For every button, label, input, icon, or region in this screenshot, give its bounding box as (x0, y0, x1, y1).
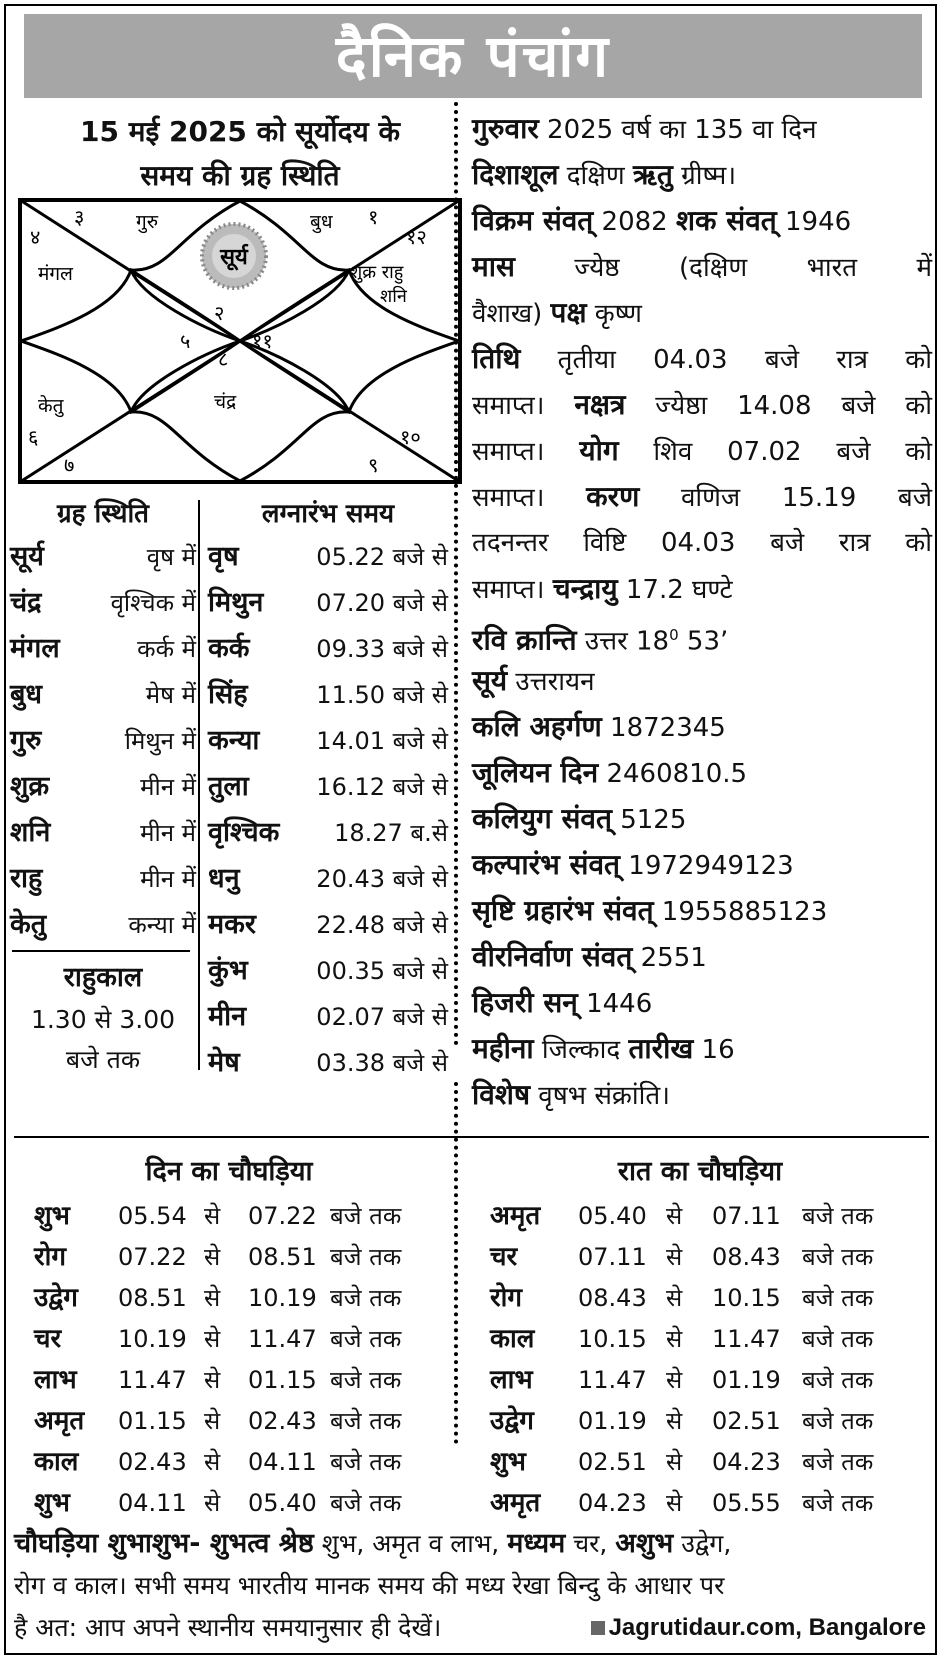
graha-row (10, 810, 196, 856)
choghadiya-row (490, 1442, 910, 1483)
panchang-line-kali-ahargan: कलि अहर्गण 1872345 (472, 710, 726, 743)
choghadiya-se: से (666, 1489, 683, 1517)
planet-budh: बुध (310, 211, 333, 233)
house-num: ११ (252, 329, 273, 353)
choghadiya-name: अमृत (490, 1201, 541, 1231)
choghadiya-se: से (666, 1448, 683, 1476)
lagna-sign: कन्या (208, 725, 260, 756)
choghadiya-row (490, 1196, 910, 1237)
choghadiya-se: से (204, 1325, 221, 1353)
panchang-line-nakshatra: समाप्त। नक्षत्र ज्येष्ठा 14.08 बजे को (472, 388, 932, 421)
house-num: ३ (74, 205, 85, 229)
panchang-line-vishesh: विशेष वृषभ संक्रांति। (472, 1078, 671, 1111)
choghadiya-row (34, 1278, 454, 1319)
choghadiya-tak: बजे तक (802, 1243, 874, 1271)
panchang-line-julian: जूलियन दिन 2460810.5 (472, 756, 748, 789)
choghadiya-name: अमृत (34, 1406, 85, 1436)
lagna-sign: सिंह (208, 679, 248, 710)
graha-row (10, 580, 196, 626)
graha-planet: शुक्र (10, 771, 50, 802)
graha-sign: कन्या में (128, 911, 196, 939)
lagna-row (208, 580, 448, 626)
choghadiya-tak: बजे तक (802, 1407, 874, 1435)
choghadiya-to: 01.19 (712, 1366, 781, 1394)
graha-planet: मंगल (10, 633, 60, 664)
choghadiya-row (34, 1319, 454, 1360)
lagna-row (208, 534, 448, 580)
section-divider (14, 1136, 929, 1138)
choghadiya-to: 08.43 (712, 1243, 781, 1271)
choghadiya-se: से (666, 1325, 683, 1353)
panchang-line-samvat: विक्रम संवत् 2082 शक संवत् 1946 (472, 204, 852, 237)
graha-sign: मीन में (140, 773, 196, 801)
footer-line1: चौघड़िया शुभाशुभ- शुभत्व श्रेष्ठ शुभ, अमृत व लाभ, मध्यम चर, अशुभ उद्वेग, (14, 1528, 732, 1559)
panchang-line-karan: समाप्त। करण वणिज 15.19 बजे (472, 480, 932, 513)
choghadiya-se: से (204, 1202, 221, 1230)
house-num: २ (214, 301, 225, 325)
lagna-time: 07.20 बजे से (316, 589, 448, 617)
lagna-sign: वृश्चिक (208, 817, 280, 848)
graha-sign: वृश्चिक में (110, 589, 196, 617)
choghadiya-tak: बजे तक (802, 1284, 874, 1312)
graha-planet: चंद्र (10, 587, 42, 618)
table-divider (198, 500, 200, 1070)
choghadiya-from: 11.47 (118, 1366, 187, 1394)
choghadiya-row (34, 1483, 454, 1524)
choghadiya-to: 07.11 (712, 1202, 781, 1230)
graha-sign: मेष में (145, 681, 196, 709)
lagna-row (208, 902, 448, 948)
choghadiya-from: 05.40 (578, 1202, 647, 1230)
lagnarambh-header: लग्नारंभ समय (261, 499, 395, 529)
choghadiya-name: लाभ (490, 1365, 533, 1395)
lagna-sign: मकर (208, 909, 256, 940)
house-num: ८ (218, 347, 229, 371)
graha-sign: मीन में (140, 865, 196, 893)
panchang-line-veernirvan: वीरनिर्वाण संवत् 2551 (472, 940, 707, 973)
choghadiya-from: 02.43 (118, 1448, 187, 1476)
lagna-time: 22.48 बजे से (316, 911, 448, 939)
panchang-line-surya: सूर्य उत्तरायन (472, 664, 595, 697)
panchang-line-yog: समाप्त। योग शिव 07.02 बजे को (472, 434, 933, 467)
choghadiya-name: चर (34, 1324, 62, 1354)
choghadiya-from: 10.15 (578, 1325, 647, 1353)
choghadiya-tak: बजे तक (330, 1366, 402, 1394)
house-num: ९ (368, 453, 379, 477)
graha-sign: वृष में (146, 543, 196, 571)
lagna-time: 14.01 बजे से (316, 727, 448, 755)
choghadiya-from: 11.47 (578, 1366, 647, 1394)
choghadiya-row (490, 1278, 910, 1319)
planet-chandra: चंद्र (214, 391, 237, 413)
house-num: ६ (28, 425, 39, 449)
choghadiya-to: 02.43 (248, 1407, 317, 1435)
panchang-line-tadanantar: तदनन्तर विष्टि 04.03 बजे रात्र को (472, 528, 932, 558)
panchang-line-paksha: वैशाख) पक्ष कृष्ण (472, 296, 642, 329)
choghadiya-from: 04.11 (118, 1489, 187, 1517)
choghadiya-se: से (204, 1243, 221, 1271)
lagna-time: 03.38 बजे से (316, 1049, 448, 1077)
lagna-time: 11.50 बजे से (316, 681, 448, 709)
graha-planet: बुध (10, 679, 43, 710)
house-num: ५ (180, 329, 191, 353)
lagna-row (208, 626, 448, 672)
lagna-time: 16.12 बजे से (316, 773, 448, 801)
lagna-time: 09.33 बजे से (316, 635, 448, 663)
choghadiya-to: 10.15 (712, 1284, 781, 1312)
lagna-sign: मेष (208, 1047, 240, 1078)
panchang-line-kaliyug: कलियुग संवत् 5125 (472, 802, 687, 835)
choghadiya-from: 07.11 (578, 1243, 647, 1271)
graha-sign: कर्क में (137, 635, 196, 663)
choghadiya-tak: बजे तक (330, 1284, 402, 1312)
choghadiya-tak: बजे तक (802, 1448, 874, 1476)
square-bullet-icon (591, 1621, 605, 1635)
choghadiya-to: 10.19 (248, 1284, 317, 1312)
graha-row (10, 902, 196, 948)
choghadiya-row (490, 1483, 910, 1524)
graha-row (10, 856, 196, 902)
lagna-sign: तुला (208, 771, 249, 802)
lagna-row (208, 948, 448, 994)
choghadiya-name: शुभ (34, 1201, 70, 1231)
rahukaal-suffix: बजे तक (65, 1045, 141, 1074)
choghadiya-se: से (666, 1366, 683, 1394)
lagna-row (208, 1040, 448, 1086)
choghadiya-tak: बजे तक (802, 1202, 874, 1230)
choghadiya-name: उद्वेग (490, 1406, 534, 1436)
lagna-row (208, 994, 448, 1040)
panchang-line-chandrayu: समाप्त। चन्द्रायु 17.2 घण्टे (472, 572, 733, 605)
house-num: १ (368, 205, 379, 229)
choghadiya-row (490, 1401, 910, 1442)
graha-sign: मिथुन में (124, 727, 196, 755)
graha-row (10, 626, 196, 672)
brand-credit: Jagrutidaur.com, Bangalore (591, 1608, 926, 1648)
night-choghadiya-header: रात का चौघड़िया (617, 1156, 783, 1187)
house-num: ७ (64, 453, 75, 477)
lagna-sign: कुंभ (208, 955, 248, 986)
lagna-row (208, 810, 448, 856)
panchang-line-kalparambh: कल्पारंभ संवत् 1972949123 (472, 848, 794, 881)
panchang-line-weekday: गुरुवार 2025 वर्ष का 135 वा दिन (472, 112, 817, 145)
chart-heading-line1: 15 मई 2025 को सूर्योदय के (80, 115, 400, 148)
choghadiya-name: अमृत (490, 1488, 541, 1518)
graha-row (10, 534, 196, 580)
choghadiya-row (490, 1319, 910, 1360)
graha-planet: सूर्य (10, 541, 44, 572)
page-title: दैनिक पंचांग (24, 14, 922, 98)
choghadiya-to: 08.51 (248, 1243, 317, 1271)
choghadiya-tak: बजे तक (330, 1407, 402, 1435)
panchang-line-hijri: हिजरी सन् 1446 (472, 986, 653, 1019)
house-num: १० (400, 425, 421, 449)
choghadiya-to: 04.11 (248, 1448, 317, 1476)
choghadiya-name: शुभ (490, 1447, 526, 1477)
choghadiya-to: 02.51 (712, 1407, 781, 1435)
choghadiya-from: 04.23 (578, 1489, 647, 1517)
rahukaal-label: राहुकाल (63, 962, 143, 993)
graha-planet: शनि (10, 817, 51, 848)
lagna-row (208, 672, 448, 718)
panchang-line-tithi: तिथि तृतीया 04.03 बजे रात्र को (472, 342, 932, 375)
choghadiya-name: लाभ (34, 1365, 77, 1395)
graha-sthiti-header: ग्रह स्थिति (56, 499, 150, 529)
planet-shani: शनि (380, 286, 407, 307)
panchang-line-srishti: सृष्टि ग्रहारंभ संवत् 1955885123 (472, 894, 828, 927)
house-num: ४ (30, 225, 41, 249)
choghadiya-row (34, 1360, 454, 1401)
graha-row (10, 718, 196, 764)
lagna-sign: कर्क (208, 633, 250, 664)
choghadiya-se: से (204, 1489, 221, 1517)
choghadiya-se: से (666, 1202, 683, 1230)
choghadiya-row (34, 1196, 454, 1237)
graha-sign: मीन में (140, 819, 196, 847)
planet-shukra-rahu: शुक्र राहु (350, 262, 404, 283)
lagna-time: 02.07 बजे से (316, 1003, 448, 1031)
choghadiya-se: से (204, 1366, 221, 1394)
lagna-row (208, 764, 448, 810)
planet-guru: गुरु (136, 211, 159, 233)
choghadiya-from: 05.54 (118, 1202, 187, 1230)
choghadiya-tak: बजे तक (802, 1366, 874, 1394)
choghadiya-name: उद्वेग (34, 1283, 78, 1313)
choghadiya-name: रोग (34, 1242, 67, 1272)
lagna-time: 20.43 बजे से (316, 865, 448, 893)
planet-ketu: केतु (38, 395, 64, 417)
graha-row (10, 764, 196, 810)
choghadiya-row (490, 1360, 910, 1401)
choghadiya-from: 10.19 (118, 1325, 187, 1353)
graha-planet: केतु (10, 909, 47, 940)
choghadiya-to: 07.22 (248, 1202, 317, 1230)
choghadiya-from: 08.51 (118, 1284, 187, 1312)
lagna-time: 18.27 ब.से (334, 819, 448, 847)
choghadiya-name: रोग (490, 1283, 523, 1313)
choghadiya-from: 01.19 (578, 1407, 647, 1435)
choghadiya-to: 04.23 (712, 1448, 781, 1476)
rahukaal-time: 1.30 से 3.00 (30, 1005, 176, 1034)
choghadiya-se: से (204, 1448, 221, 1476)
choghadiya-to: 01.15 (248, 1366, 317, 1394)
lagna-sign: धनु (208, 863, 240, 894)
panchang-line-maas: मास ज्येष्ठ (दक्षिण भारत में (472, 250, 932, 283)
choghadiya-tak: बजे तक (330, 1243, 402, 1271)
lagna-row (208, 718, 448, 764)
choghadiya-se: से (204, 1284, 221, 1312)
choghadiya-se: से (204, 1407, 221, 1435)
choghadiya-tak: बजे तक (330, 1448, 402, 1476)
panchang-line-ravi-kranti: रवि क्रान्ति उत्तर $18^0$ 53’ (472, 623, 729, 657)
choghadiya-row (34, 1237, 454, 1278)
choghadiya-tak: बजे तक (330, 1202, 402, 1230)
choghadiya-tak: बजे तक (802, 1489, 874, 1517)
choghadiya-to: 11.47 (712, 1325, 781, 1353)
chart-heading-line2: समय की ग्रह स्थिति (140, 159, 340, 192)
column-divider (454, 102, 458, 1046)
graha-planet: गुरु (10, 725, 42, 756)
choghadiya-se: से (666, 1407, 683, 1435)
footer-line2: रोग व काल। सभी समय भारतीय मानक समय की मध्य रेखा बिन्दु के आधार पर (14, 1571, 725, 1600)
choghadiya-row (34, 1401, 454, 1442)
lagna-time: 00.35 बजे से (316, 957, 448, 985)
lagna-sign: मीन (208, 1001, 247, 1032)
choghadiya-from: 08.43 (578, 1284, 647, 1312)
day-choghadiya-header: दिन का चौघड़िया (145, 1156, 313, 1187)
lagna-row (208, 856, 448, 902)
graha-row (10, 672, 196, 718)
choghadiya-name: काल (34, 1447, 79, 1477)
choghadiya-tak: बजे तक (330, 1489, 402, 1517)
choghadiya-se: से (666, 1243, 683, 1271)
choghadiya-tak: बजे तक (330, 1325, 402, 1353)
house-num: १२ (406, 225, 427, 249)
choghadiya-to: 11.47 (248, 1325, 317, 1353)
footer-line3: है अत: आप अपने स्थानीय समयानुसार ही देखें। Jagrutidaur.com, Bangalore (14, 1608, 930, 1648)
choghadiya-name: चर (490, 1242, 518, 1272)
panchang-line-mahina: महीना जिल्काद तारीख 16 (472, 1032, 735, 1065)
choghadiya-name: शुभ (34, 1488, 70, 1518)
choghadiya-se: से (666, 1284, 683, 1312)
planet-surya: सूर्य (220, 245, 248, 270)
panchang-line-dishashool: दिशाशूल दक्षिण ऋतु ग्रीष्म। (472, 158, 737, 191)
choghadiya-row (490, 1237, 910, 1278)
choghadiya-to: 05.40 (248, 1489, 317, 1517)
choghadiya-from: 02.51 (578, 1448, 647, 1476)
rahukaal-divider (12, 950, 190, 952)
lagna-sign: वृष (208, 541, 239, 572)
planet-mangal: मंगल (38, 263, 73, 285)
choghadiya-from: 07.22 (118, 1243, 187, 1271)
choghadiya-from: 01.15 (118, 1407, 187, 1435)
choghadiya-to: 05.55 (712, 1489, 781, 1517)
choghadiya-tak: बजे तक (802, 1325, 874, 1353)
lagna-time: 05.22 बजे से (316, 543, 448, 571)
graha-planet: राहु (10, 863, 43, 894)
lagna-sign: मिथुन (208, 587, 264, 618)
choghadiya-name: काल (490, 1324, 535, 1354)
choghadiya-row (34, 1442, 454, 1483)
kundli-chart (18, 198, 462, 484)
